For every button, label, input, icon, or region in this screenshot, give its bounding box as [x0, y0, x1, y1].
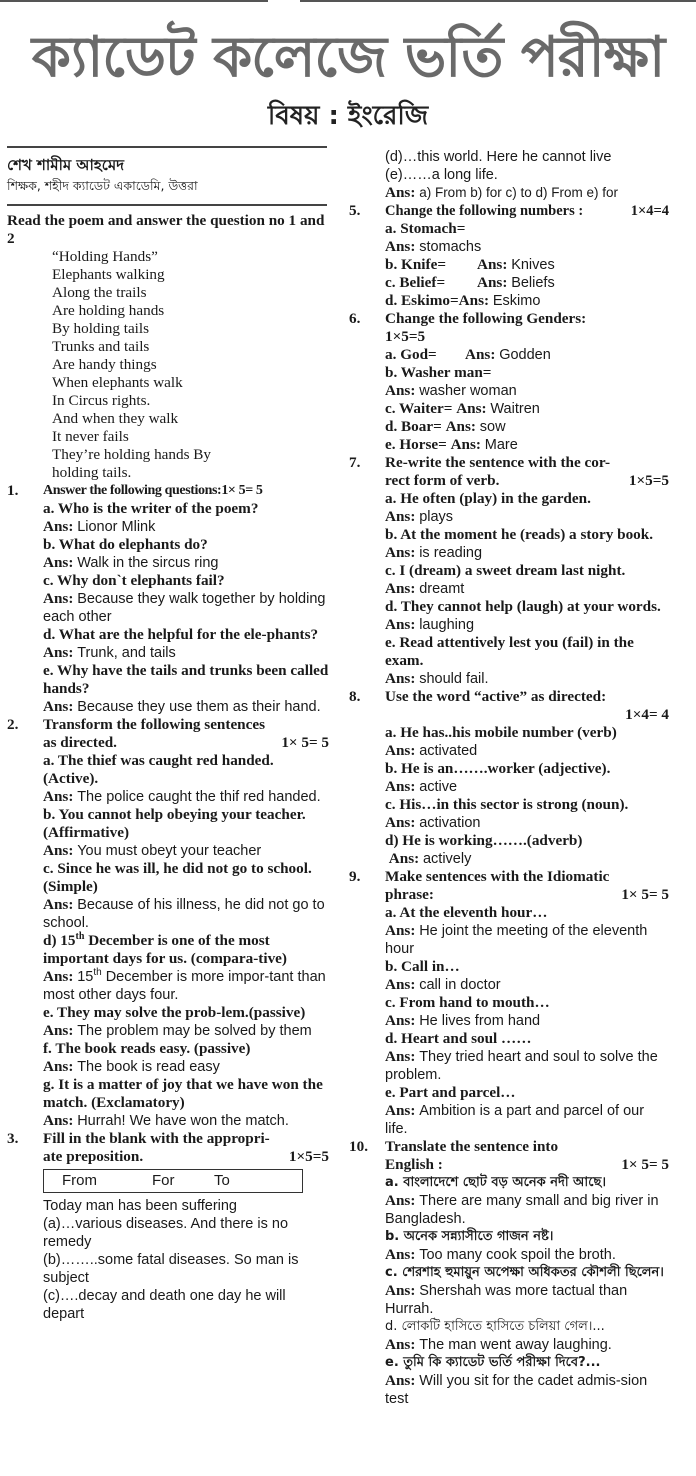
question-title: phrase: [385, 886, 434, 903]
ans-label: Ans: [456, 400, 487, 417]
question-3 [7, 1130, 329, 1323]
question-marks: 1×5=5 [385, 328, 426, 345]
sub-question: c. Belief= [385, 274, 446, 291]
ans-label: Ans: [385, 670, 416, 687]
subject-heading: বিষয় : ইংরেজি [267, 101, 429, 131]
question-number: 10. [349, 1138, 368, 1155]
sub-question: d) 15th December is one of the most important days for us. (compara-tive) [43, 930, 287, 967]
question-7 [349, 454, 669, 688]
ans-label: Ans: [388, 850, 420, 867]
poem-line: Along the trails [52, 284, 147, 301]
answer-text: activation [419, 815, 481, 831]
poem-line: It never fails [52, 428, 129, 445]
answer-text: plays [419, 509, 454, 525]
question-number: 6. [349, 310, 361, 327]
passage-line: Today man has been suffering [43, 1198, 238, 1214]
answer-text: a) From b) for c) to d) From e) for [419, 185, 618, 200]
right-column [349, 148, 669, 1408]
ans-label: Ans: [43, 1058, 74, 1075]
poem-line: Are handy things [52, 356, 157, 373]
ans-label: Ans: [450, 436, 481, 453]
answer-text: Because they use them as their hand. [77, 699, 321, 715]
poem-line: Are holding hands [52, 302, 165, 319]
sub-question: c. Waiter= [385, 400, 453, 417]
ans-label: Ans: [43, 788, 74, 805]
top-rule-right [300, 0, 696, 2]
answer-text: Lionor Mlink [77, 519, 156, 535]
sub-question: e. তুমি কি ক্যাডেট ভর্তি পরীক্ষা দিবে?... [385, 1355, 601, 1370]
question-title: Transform the following sentences [43, 716, 266, 733]
question-number: 2. [7, 716, 19, 733]
poem-line: holding tails. [52, 464, 132, 481]
question-title: Change the following numbers : [385, 203, 584, 219]
sub-question: b. He is an…….worker (adjective). [385, 760, 611, 777]
sub-question: d. লোকটি হাসিতে হাসিতে চলিয়া গেল।... [385, 1319, 605, 1334]
sub-question: a. God= [385, 346, 437, 363]
passage-line: (d)…this world. Here he cannot live [385, 149, 612, 165]
question-marks: 1×5=5 [628, 472, 669, 489]
answer-text: Shershah was more tactual than Hurrah. [385, 1283, 628, 1317]
ans-label: Ans: [385, 814, 416, 831]
answer-text: call in doctor [419, 977, 501, 993]
ans-label: Ans: [43, 896, 74, 913]
poem-line: In Circus rights. [52, 392, 151, 409]
author-rule-bottom [7, 204, 327, 206]
sub-question: a. The thief was caught red handed. (Active). [43, 752, 274, 787]
answer-text: active [419, 779, 458, 795]
sub-question: a. He has..his mobile number (verb) [385, 724, 617, 741]
answer-text: Walk in the sircus ring [77, 555, 219, 571]
question-title: Change the following Genders: [385, 310, 587, 327]
poem-line: And when they walk [52, 410, 179, 427]
answer-text: He lives from hand [419, 1013, 541, 1029]
answer-text: Will you sit for the cadet admis-sion test [385, 1373, 648, 1407]
poem-line: “Holding Hands” [52, 248, 158, 265]
sub-question: e. Why have the tails and trunks been called hands? [43, 662, 329, 697]
question-number: 1. [7, 482, 19, 499]
page-title: ক্যাডেট কলেজে ভর্তি পরীক্ষা [31, 25, 665, 90]
intro-instruction: Read the poem and answer the question no 1 and 2 [7, 212, 325, 247]
sub-question: e. Read attentively lest you (fail) in the exam. [385, 634, 634, 669]
top-rule-left [0, 0, 268, 2]
ans-label: Ans: [385, 1102, 416, 1119]
question-9 [349, 868, 669, 1138]
preposition-option: To [214, 1172, 230, 1189]
question-title: rect form of verb. [385, 472, 500, 489]
answer-text: Knives [511, 257, 555, 273]
answer-text: dreamt [419, 581, 465, 597]
question-marks: 1× 5= 5 [281, 734, 329, 751]
sub-question: b. Call in… [385, 958, 460, 975]
sub-question: c. I (dream) a sweet dream last night. [385, 562, 626, 579]
sub-question: c. শেরশাহ হুমায়ুন অপেক্ষা অধিকতর কৌশলী ছিলেন। [385, 1265, 664, 1280]
passage-line: (e)……a long life. [385, 167, 498, 183]
ans-label: Ans: [465, 346, 496, 363]
sub-question: a. At the eleventh hour… [385, 904, 548, 921]
ans-label: Ans: [385, 1192, 416, 1209]
sub-question: b. অনেক সন্ন্যাসীতে গাজন নষ্ট। [385, 1229, 554, 1244]
ans-label: Ans: [385, 1246, 416, 1263]
question-6 [349, 310, 669, 454]
ans-label: Ans: [385, 238, 416, 255]
left-column [7, 146, 329, 1323]
ans-label: Ans: [43, 1022, 74, 1039]
sub-question: f. The book reads easy. (passive) [43, 1040, 251, 1057]
sub-question: c. Why don`t elephants fail? [43, 572, 225, 589]
ans-label: Ans: [385, 1048, 416, 1065]
poem [7, 248, 329, 482]
question-title: Translate the sentence into [385, 1138, 559, 1155]
ans-label: Ans: [43, 590, 74, 607]
ans-label: Ans: [385, 976, 416, 993]
ans-label: Ans: [43, 644, 74, 661]
answer-text: Ambition is a part and parcel of our life. [385, 1103, 645, 1137]
sub-question: d. They cannot help (laugh) at your words. [385, 598, 661, 615]
ans-label: Ans: [385, 544, 416, 561]
question-2 [7, 716, 329, 1130]
answer-text: Because of his illness, he did not go to school. [43, 897, 325, 931]
ans-label: Ans: [385, 922, 416, 939]
ans-label: Ans: [477, 256, 508, 273]
question-number: 5. [349, 202, 361, 219]
answer-text: Mare [484, 437, 518, 453]
author-name: শেখ শামীম আহমেদ [7, 156, 125, 174]
answer-text: Beliefs [511, 275, 555, 291]
question-title: Answer the following questions: [43, 483, 222, 498]
ans-label: Ans: [385, 1012, 416, 1029]
answer-text: is reading [419, 545, 483, 561]
question-marks: 1× 5= 5 [621, 886, 669, 903]
ans-label: Ans: [385, 616, 416, 633]
answer-text: Trunk, and tails [77, 645, 176, 661]
answer-text: The book is read easy [77, 1059, 220, 1075]
sub-question: b. At the moment he (reads) a story book. [385, 526, 654, 543]
answer-text: Eskimo [492, 293, 541, 309]
ans-label: Ans: [477, 274, 508, 291]
ans-label: Ans: [458, 292, 490, 309]
sub-question: b. Washer man= [385, 364, 492, 381]
sub-question: c. His…in this sector is strong (noun). [385, 796, 629, 813]
poem-line: They’re holding hands By [52, 446, 212, 463]
answer-text: Hurrah! We have won the match. [77, 1113, 289, 1129]
answer-text: They tried heart and soul to solve the problem. [385, 1049, 658, 1083]
answer-text: activated [419, 743, 478, 759]
answer-text: The police caught the thif red handed. [77, 789, 321, 805]
question-marks: 1×4=4 [630, 203, 669, 219]
ans-label: Ans: [385, 1336, 416, 1353]
answer-text: The problem may be solved by them [77, 1023, 312, 1039]
question-number: 9. [349, 868, 361, 885]
preposition-option: From [62, 1172, 97, 1189]
sub-question: g. It is a matter of joy that we have won the match. (Exclamatory) [43, 1076, 323, 1111]
question-marks: 1×5=5 [288, 1148, 329, 1165]
sub-question: d. Heart and soul …… [385, 1030, 532, 1047]
ans-label: Ans: [43, 698, 74, 715]
question-1 [7, 482, 329, 716]
answer-text: stomachs [419, 239, 482, 255]
ans-label: Ans: [445, 418, 476, 435]
answer-text: 15th December is more impor-tant than most other days four. [43, 967, 326, 1003]
question-title: Fill in the blank with the appropri- [43, 1130, 270, 1147]
answer-text: Godden [499, 347, 551, 363]
sub-question: c. Since he was ill, he did not go to school. (Simple) [43, 860, 312, 895]
question-title: Re-write the sentence with the cor- [385, 454, 611, 471]
answer-text: He joint the meeting of the eleventh hour [385, 923, 648, 957]
author-affiliation: শিক্ষক, শহীদ ক্যাডেট একাডেমি, উত্তরা [7, 178, 198, 193]
ans-label: Ans: [385, 1372, 416, 1389]
question-number: 7. [349, 454, 361, 471]
question-marks: 1× 5= 5 [621, 1156, 669, 1173]
sub-question: d. Eskimo= [385, 292, 459, 309]
answer-text: sow [479, 419, 506, 435]
sub-question: a. He often (play) in the garden. [385, 490, 591, 507]
ans-label: Ans: [385, 580, 416, 597]
ans-label: Ans: [43, 518, 74, 535]
sub-question: d. What are the helpful for the ele-phants? [43, 626, 319, 643]
question-8 [349, 688, 669, 868]
ans-label: Ans: [385, 778, 416, 795]
answer-text: Waitren [490, 401, 540, 417]
author-rule-top [7, 146, 327, 148]
passage-line: (a)…various diseases. And there is no remedy [43, 1216, 289, 1250]
sub-question: a. Who is the writer of the poem? [43, 500, 259, 517]
answer-text: should fail. [419, 671, 489, 687]
answer-text: The man went away laughing. [419, 1337, 612, 1353]
preposition-box [43, 1169, 303, 1193]
answer-text: Because they walk together by holding each other [43, 591, 326, 625]
question-title: Use the word “active” as directed: [385, 688, 607, 705]
passage-line: (c)….decay and death one day he will depart [43, 1288, 286, 1322]
answer-text: Too many cook spoil the broth. [419, 1247, 616, 1263]
ans-label: Ans: [385, 382, 416, 399]
poem-line: Trunks and tails [52, 338, 150, 355]
poem-line: When elephants walk [52, 374, 183, 391]
question-title: English : [385, 1156, 443, 1173]
poem-line: Elephants walking [52, 266, 165, 283]
sub-question: b. Knife= [385, 256, 446, 273]
ans-label: Ans: [43, 842, 74, 859]
sub-question: b. You cannot help obeying your teacher. (Affirmative) [43, 806, 306, 841]
sub-question: c. From hand to mouth… [385, 994, 550, 1011]
answer-text: washer woman [419, 383, 517, 399]
sub-question: d) He is working…….(adverb) [385, 832, 583, 849]
sub-question: e. Part and parcel… [385, 1084, 516, 1101]
preposition-option: For [152, 1172, 175, 1189]
answer-text: There are many small and big river in Bangladesh. [385, 1193, 659, 1227]
question-title: Make sentences with the Idiomatic [385, 868, 610, 885]
sub-question: a. বাংলাদেশে ছোট বড় অনেক নদী আছে। [385, 1175, 606, 1190]
ans-label: Ans: [385, 184, 416, 201]
ans-label: Ans: [385, 1282, 416, 1299]
question-title: as directed. [43, 734, 117, 751]
sub-question: d. Boar= [385, 418, 442, 435]
sub-question: a. Stomach= [385, 220, 466, 237]
answer-text: You must obeyt your teacher [77, 843, 262, 859]
question-title: ate preposition. [43, 1148, 144, 1165]
poem-line: By holding tails [52, 320, 150, 337]
question-number: 3. [7, 1130, 19, 1147]
sub-question: e. Horse= [385, 436, 447, 453]
answer-text: laughing [419, 617, 475, 633]
sub-question: e. They may solve the prob-lem.(passive) [43, 1004, 306, 1021]
question-5 [349, 202, 669, 310]
question-10 [349, 1138, 669, 1408]
ans-label: Ans: [43, 968, 74, 985]
ans-label: Ans: [43, 1112, 74, 1129]
sub-question: b. What do elephants do? [43, 536, 208, 553]
ans-label: Ans: [43, 554, 74, 571]
answer-text: actively [422, 851, 472, 867]
question-marks: 1× 5= 5 [221, 483, 263, 498]
question-number: 8. [349, 688, 361, 705]
ans-label: Ans: [385, 508, 416, 525]
passage-line: (b)……..some fatal diseases. So man is subject [43, 1252, 299, 1286]
question-marks: 1×4= 4 [625, 706, 669, 723]
ans-label: Ans: [385, 742, 416, 759]
